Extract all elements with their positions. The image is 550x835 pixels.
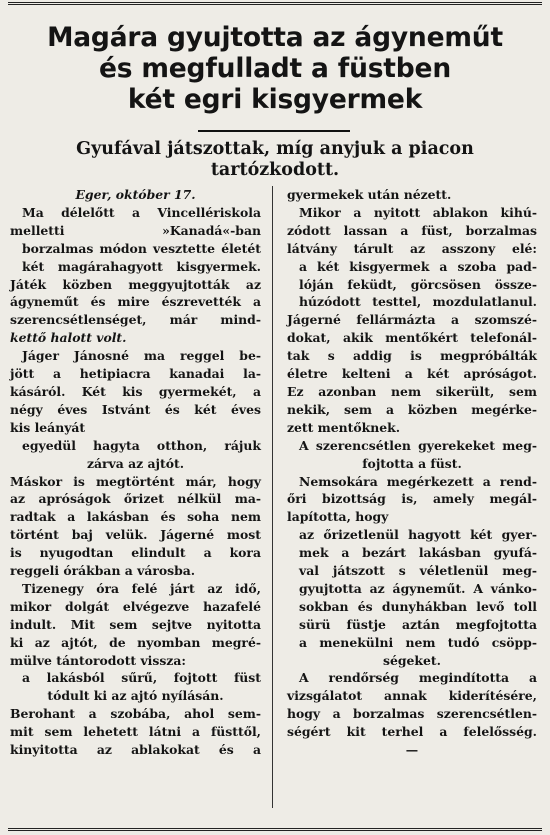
text-line: mikor dolgát elvégezve hazafelé	[10, 598, 261, 614]
text-line: jött a hetipiacra kanadai la-	[10, 366, 261, 382]
text-line: Jáger Jánosné ma reggel be-	[22, 348, 261, 364]
text-line: tak s addig is megpróbálták	[287, 348, 537, 364]
text-line: kásáról. Két kis gyermekét, a	[10, 383, 261, 399]
headline-line: két egri kisgyermek	[127, 84, 423, 115]
headline-line: és megfulladt a füstben	[99, 53, 451, 84]
article-end-mark: —	[405, 742, 419, 758]
text-line: Ez azonban nem sikerült, sem	[287, 383, 537, 399]
top-border-rule	[8, 2, 542, 5]
bottom-border-rule	[8, 828, 542, 831]
text-line: Berohant a szobába, ahol sem-	[10, 706, 261, 722]
text-line: borzalmas módon vesztette életét	[22, 240, 261, 256]
text-line: reggeli órákban a városba.	[10, 563, 196, 579]
text-line: ágyneműt és mire észrevették a	[10, 294, 261, 310]
subhead-line: Gyufával játszottak, míg anyjuk a piacon	[76, 139, 474, 159]
text-line: négy éves Istvánt és két éves	[10, 401, 261, 417]
text-line: történt baj velük. Jágerné most	[10, 527, 261, 543]
subhead-line: tartózkodott.	[210, 160, 340, 180]
text-line: egyedül hagyta otthon, rájuk	[22, 437, 261, 453]
text-line: tódult ki az ajtó nyílásán.	[47, 688, 224, 704]
headline-divider	[198, 130, 350, 132]
text-line: mek a bezárt lakásban gyufá-	[299, 545, 537, 561]
text-line: ségeket.	[383, 652, 441, 668]
text-line: az őrizetlenül hagyott két gyer-	[299, 527, 537, 543]
article-column-left	[10, 186, 261, 759]
text-line: ségért kit terhel a felelősség.	[287, 724, 537, 740]
text-line: zárva az ajtót.	[86, 455, 185, 471]
text-line: kinyitotta az ablakokat és a	[10, 742, 261, 758]
text-line: mit sem lehetett látni a füsttől,	[10, 724, 261, 740]
text-line: vizsgálatot annak kiderítésére,	[287, 688, 537, 704]
text-line: sürü füstje aztán megfojtotta	[299, 616, 537, 632]
text-line: Nemsokára megérkezett a rend-	[299, 473, 537, 489]
text-line: Játék közben meggyujtották az	[10, 276, 261, 292]
text-line: kettő halott volt.	[10, 330, 127, 346]
text-line: a két kisgyermek a szoba pad-	[299, 258, 537, 274]
text-line: a lakásból sűrű, fojtott füst	[22, 670, 261, 686]
text-line: lóján feküdt, görcsösen össze-	[299, 276, 537, 292]
text-line: sokban és dunyhákban levő toll	[299, 598, 537, 614]
column-separator	[272, 186, 273, 808]
text-line: fojtotta a füst.	[362, 455, 462, 471]
text-line: melletti »Kanadá«-ban	[10, 222, 261, 238]
text-line: ki az ajtót, de nyomban megré-	[10, 634, 261, 650]
text-line: zett mentőknek.	[287, 419, 401, 435]
dateline: Eger, október 17.	[75, 187, 196, 202]
text-line: életre kelteni a két apróságot.	[287, 366, 537, 382]
text-line: látvány tárult az asszony elé:	[287, 240, 537, 256]
text-line: Jágerné fellármázta a szomszé-	[287, 312, 537, 328]
text-line: Tizenegy óra felé járt az idő,	[22, 580, 261, 596]
text-line: Mikor a nyitott ablakon kihú-	[299, 204, 537, 220]
text-line: dokat, akik mentőkért telefonál-	[287, 330, 537, 346]
headline-line: Magára gyujtotta az ágyneműt	[47, 22, 503, 53]
article-headline	[10, 22, 540, 115]
text-line: gyermekek után nézett.	[287, 187, 452, 202]
text-line: Máskor is megtörtént már, hogy	[10, 473, 261, 489]
text-line: indult. Mit sem sejtve nyitotta	[10, 616, 261, 632]
text-line: zódott lassan a füst, borzalmas	[287, 222, 537, 238]
text-line: kis leányát	[10, 419, 86, 435]
text-line: Ma délelőtt a Vincellériskola	[22, 204, 261, 220]
text-line: két magárahagyott kisgyermek.	[22, 258, 261, 274]
text-line: nekik, sem a közben megérke-	[287, 401, 537, 417]
text-line: is nyugodtan elindult a kora	[10, 545, 261, 561]
text-line: lapította, hogy	[287, 509, 389, 525]
text-line: val játszott s véletlenül meg-	[299, 563, 537, 579]
text-line: A szerencsétlen gyerekeket meg-	[299, 437, 537, 453]
article-subheadline	[20, 139, 530, 181]
text-line: A rendőrség megindította a	[299, 670, 537, 686]
text-line: radtak a lakásban és soha nem	[10, 509, 261, 525]
text-line: szerencsétlenséget, már mind-	[10, 312, 261, 328]
text-line: gyujtotta az ágyneműt. A vánko-	[299, 580, 537, 596]
text-line: a menekülni nem tudó csöpp-	[299, 634, 537, 650]
article-column-right	[287, 186, 537, 759]
text-line: őri bizottság is, amely megál-	[287, 491, 537, 507]
text-line: az apróságok őrizet nélkül ma-	[10, 491, 261, 507]
text-line: mülve tántorodott vissza:	[10, 652, 186, 668]
text-line: hogy a borzalmas szerencsétlen-	[287, 706, 537, 722]
text-line: húzódott testtel, mozdulatlanul.	[299, 294, 537, 310]
